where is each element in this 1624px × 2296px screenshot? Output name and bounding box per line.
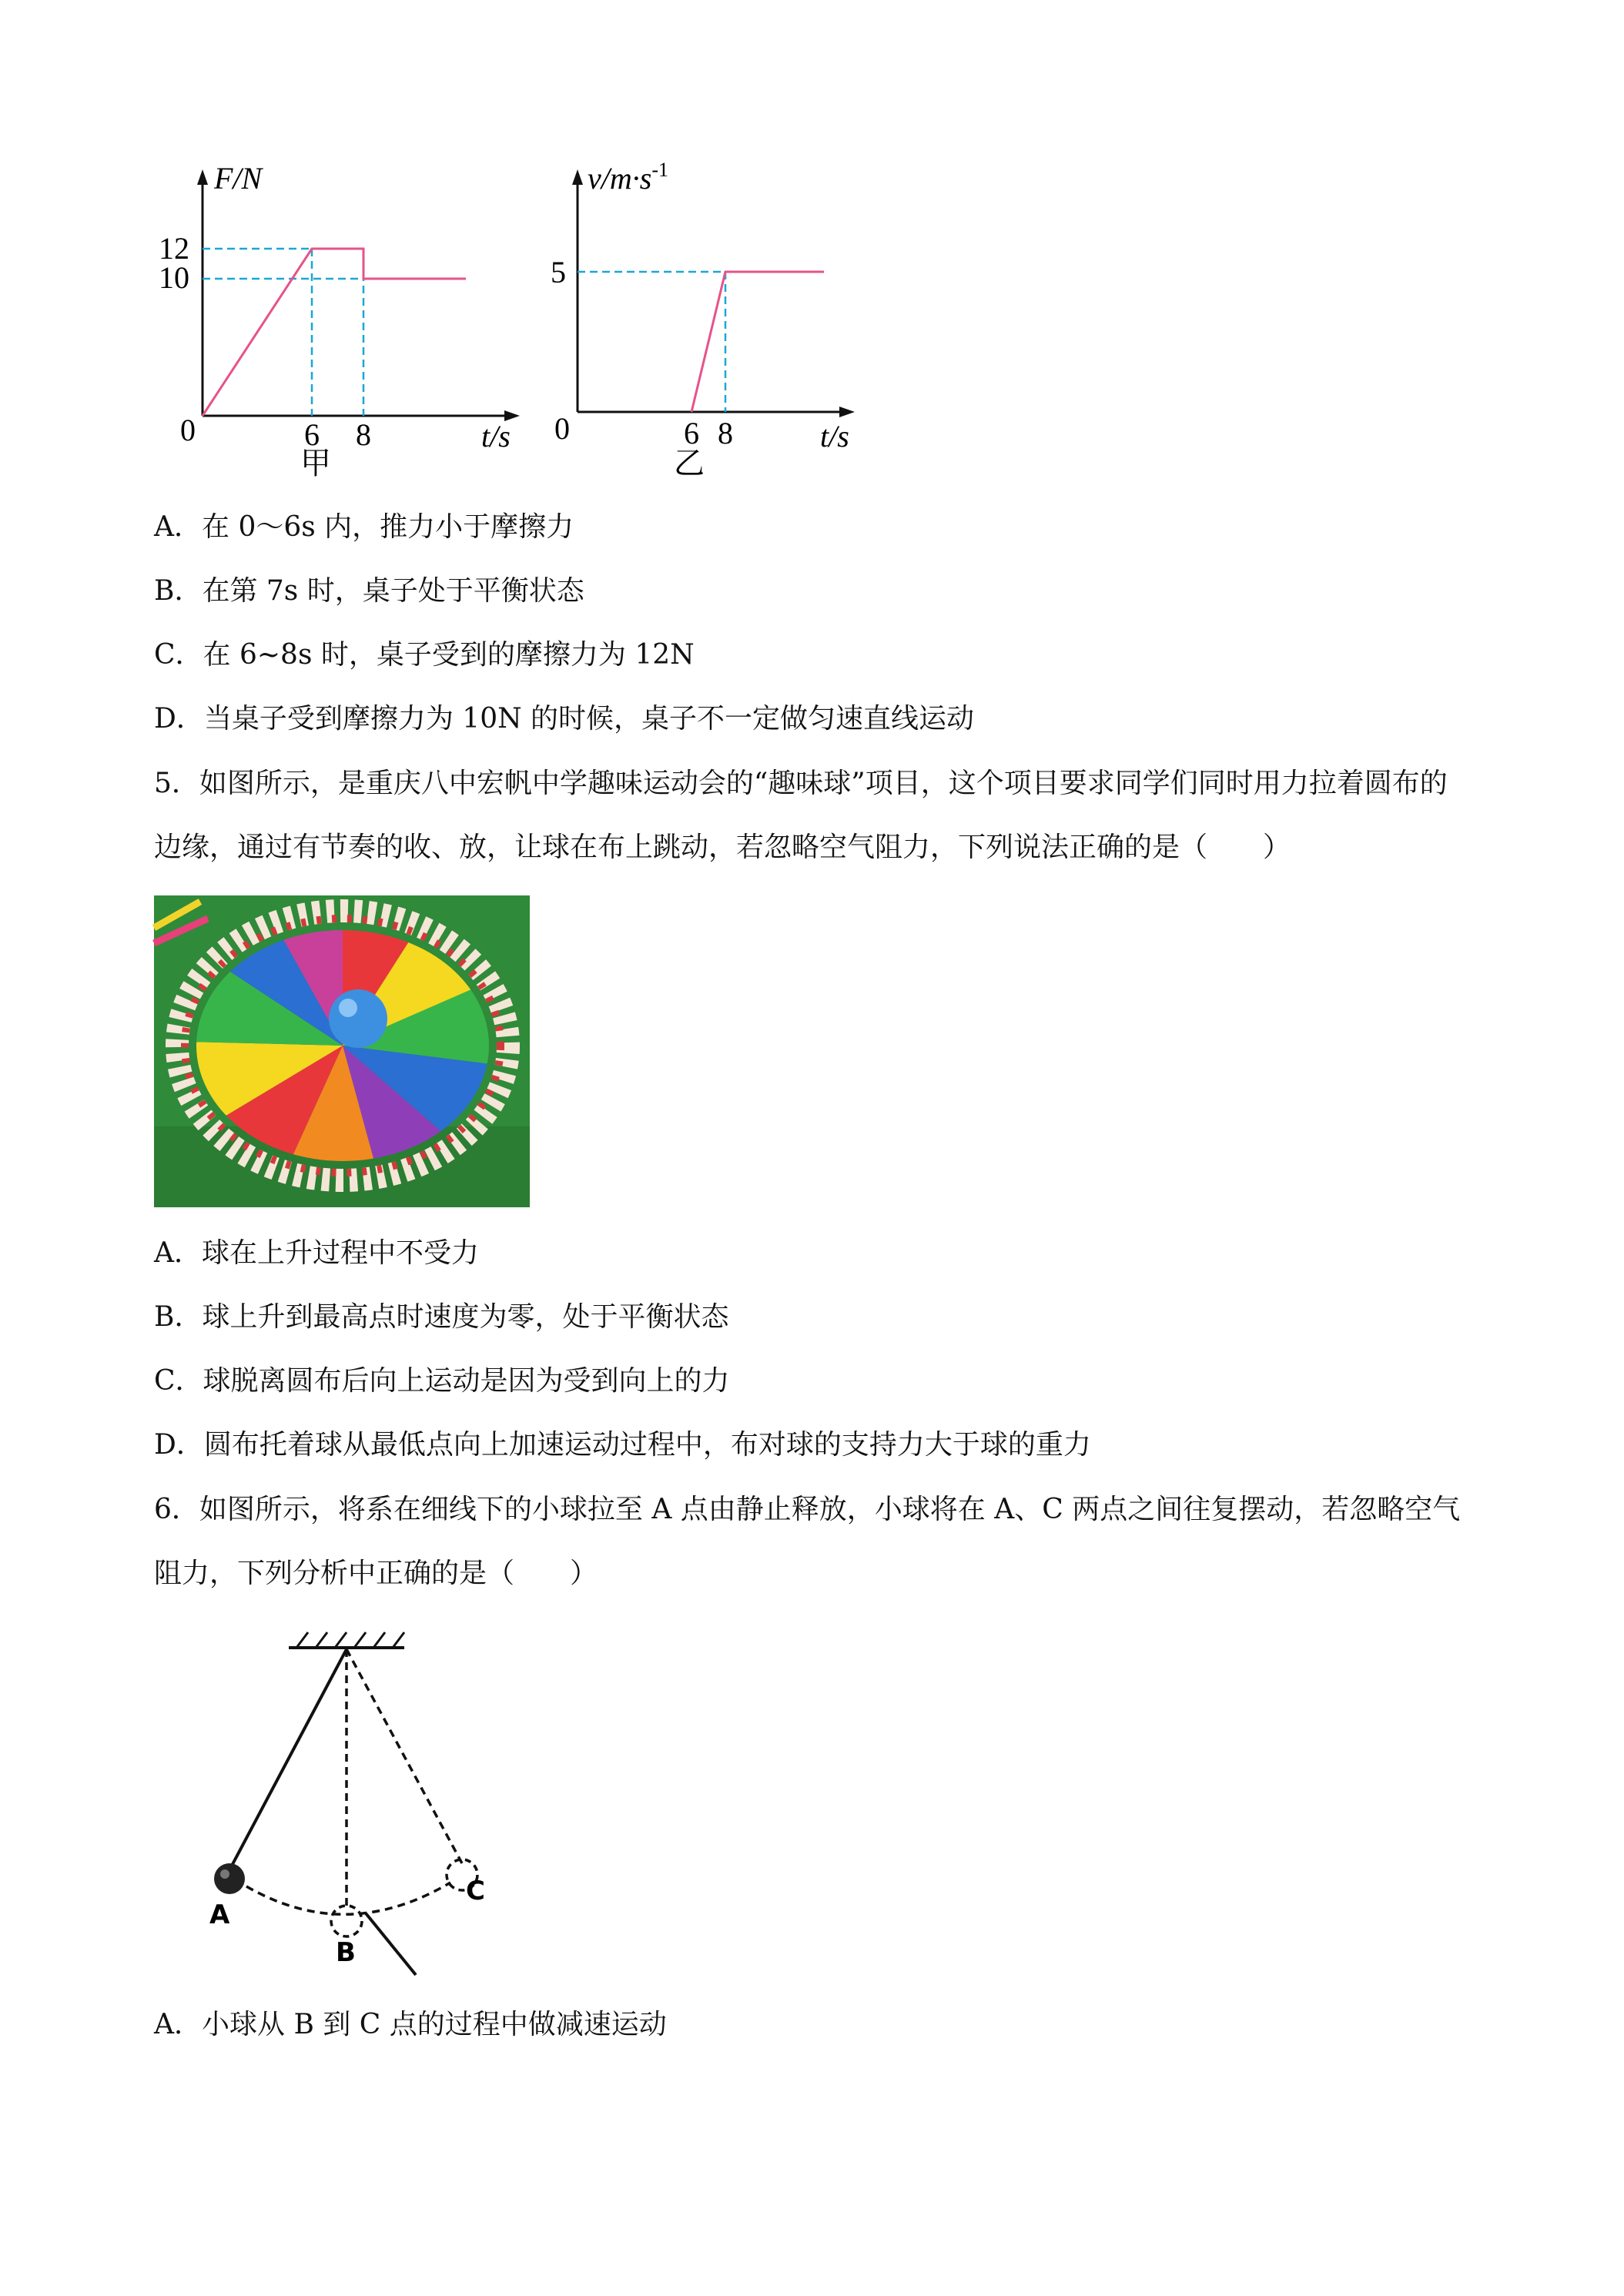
tick-5: 5: [551, 255, 566, 290]
q6-stem-line2: 阻力，下列分析中正确的是（ ）: [154, 1558, 598, 1589]
q4-option-c: C．在 6~8s 时，桌子受到的摩擦力为 12N: [154, 639, 695, 671]
ceiling-hatch: [296, 1632, 404, 1648]
label-b: B: [336, 1937, 356, 1968]
ball-a-highlight: [220, 1869, 229, 1879]
origin-label: 0: [554, 411, 570, 446]
graph-force-time: [159, 161, 539, 485]
string-c: [347, 1649, 462, 1863]
ball-highlight: [339, 999, 357, 1017]
y-axis-label: [588, 159, 668, 196]
q5-stem-line2: 边缘，通过有节奏的收、放，让球在布上跳动，若忽略空气阻力，下列说法正确的是（ ）: [154, 832, 1291, 863]
graph-caption: 乙: [674, 446, 705, 480]
x-axis-label: t/s: [481, 419, 511, 454]
q6-option-a: A．小球从 B 到 C 点的过程中做减速运动: [154, 2009, 667, 2040]
q4-option-b: B．在第 7s 时，桌子处于平衡状态: [154, 575, 584, 607]
blue-ball: [329, 989, 387, 1048]
q5-option-a: A．球在上升过程中不受力: [154, 1237, 479, 1269]
ball-b: [331, 1906, 362, 1936]
y-axis-arrow: [197, 169, 208, 185]
swing-arc: [246, 1883, 450, 1914]
origin-label: 0: [180, 413, 196, 447]
tick-12: 12: [159, 231, 189, 266]
velocity-curve: [691, 272, 824, 412]
q6-stem-line1: 6．如图所示，将系在细线下的小球拉至 A 点由静止释放，小球将在 A、C 两点之间往复摆动，若忽略空气: [154, 1494, 1461, 1525]
q4-option-a: A．在 0～6s 内，推力小于摩擦力: [154, 511, 574, 543]
label-c: C: [466, 1876, 485, 1906]
graph-caption: 甲: [300, 446, 331, 480]
q5-option-b: B．球上升到最高点时速度为零，处于平衡状态: [154, 1301, 729, 1333]
q5-option-c: C．球脱离圆布后向上运动是因为受到向上的力: [154, 1365, 730, 1397]
y-axis-label-sup: -1: [651, 159, 668, 181]
pendulum-diagram: [193, 1621, 501, 1975]
label-a: A: [209, 1899, 230, 1930]
x-axis-label: t/s: [820, 419, 849, 454]
force-curve: [203, 249, 466, 416]
guide-line: [366, 1913, 416, 1975]
tick-8: 8: [718, 416, 733, 450]
tick-8: 8: [356, 417, 371, 452]
tick-6: 6: [684, 416, 699, 450]
y-axis-arrow: [572, 169, 583, 185]
ball-a: [214, 1863, 245, 1894]
y-axis-label: F/N: [214, 161, 263, 196]
y-axis-label-main: v/m·s: [588, 161, 652, 196]
q5-stem-line1: 5．如图所示，是重庆八中宏帆中学趣味运动会的“趣味球”项目，这个项目要求同学们同时用力拉着圆布的: [154, 768, 1448, 799]
q4-option-d: D．当桌子受到摩擦力为 10N 的时候，桌子不一定做匀速直线运动: [154, 703, 975, 735]
tick-6: 6: [304, 417, 320, 452]
string-a: [231, 1649, 347, 1867]
parachute-game-photo: [154, 895, 530, 1207]
tick-10: 10: [159, 260, 189, 295]
x-axis-arrow: [839, 407, 855, 417]
q5-option-d: D．圆布托着球从最低点向上加速运动过程中，布对球的支持力大于球的重力: [154, 1429, 1091, 1461]
graph-velocity-time: [551, 159, 878, 485]
